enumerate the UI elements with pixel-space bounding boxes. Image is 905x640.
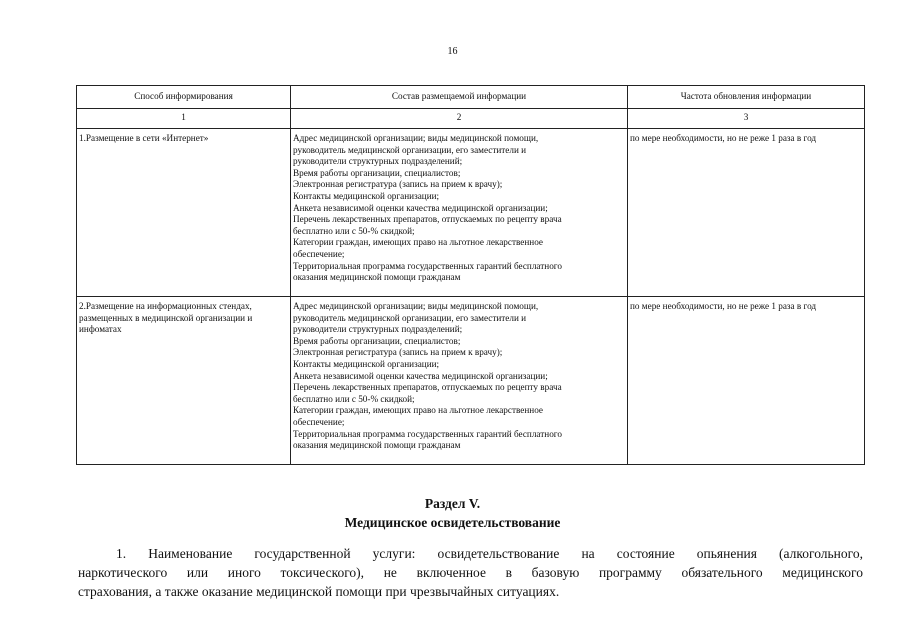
cell-line: руководитель медицинской организации, его заместители и	[293, 144, 527, 155]
column-number: 3	[628, 109, 865, 129]
method-cell	[77, 297, 291, 465]
cell-line: Территориальная программа государственных гарантий бесплатного	[293, 428, 562, 439]
cell-line: инфоматах	[79, 324, 122, 335]
content-cell	[291, 297, 628, 465]
page-number: 16	[447, 46, 458, 57]
cell-line: Категории граждан, имеющих право на льготное лекарственное	[293, 237, 543, 248]
column-number: 1	[77, 109, 291, 129]
cell-line: Категории граждан, имеющих право на льготное лекарственное	[293, 405, 543, 416]
cell-line: Адрес медицинской организации; виды медицинской помощи,	[293, 301, 539, 311]
cell-line: Анкета независимой оценки качества медицинской организации;	[293, 202, 548, 213]
paragraph-line: страхования, а также оказание медицинской помощи при чрезвычайных ситуациях.	[78, 584, 560, 599]
cell-line: руководители структурных подразделений;	[293, 324, 463, 335]
cell-line: обеспечение;	[293, 248, 345, 259]
information-table	[76, 85, 865, 465]
cell-line: Анкета независимой оценки качества медицинской организации;	[293, 370, 548, 381]
section-title: Раздел V.	[424, 496, 481, 511]
cell-line: Время работы организации, специалистов;	[293, 335, 461, 346]
frequency-cell: по мере необходимости, но не реже 1 раза в год	[628, 129, 865, 297]
column-header-frequency: Частота обновления информации	[628, 86, 865, 109]
column-number: 2	[291, 109, 628, 129]
cell-line: Контакты медицинской организации;	[293, 190, 440, 201]
section-heading	[0, 494, 905, 532]
table-header-row	[77, 86, 865, 109]
method-cell	[77, 129, 291, 297]
content-cell	[291, 129, 628, 297]
cell-line: руководители структурных подразделений;	[293, 156, 463, 167]
cell-line: бесплатно или с 50-% скидкой;	[293, 225, 415, 236]
cell-line: Перечень лекарственных препаратов, отпускаемых по рецепту врача	[293, 382, 562, 393]
service-paragraph	[78, 544, 863, 601]
cell-line: Территориальная программа государственных гарантий бесплатного	[293, 260, 562, 271]
cell-line: бесплатно или с 50-% скидкой;	[293, 393, 415, 404]
cell-line: Электронная регистратура (запись на прием к врачу);	[293, 179, 503, 190]
frequency-cell: по мере необходимости, но не реже 1 раза в год	[628, 297, 865, 465]
section-subtitle: Медицинское освидетельствование	[344, 515, 561, 530]
cell-line: 2.Размещение на информационных стендах,	[79, 301, 252, 311]
column-header-method: Способ информирования	[77, 86, 291, 109]
cell-line: размещенных в медицинской организации и	[79, 312, 253, 323]
cell-line: оказания медицинской помощи гражданам	[293, 440, 461, 451]
cell-line: оказания медицинской помощи гражданам	[293, 272, 461, 283]
table-row	[77, 129, 865, 297]
cell-line: Контакты медицинской организации;	[293, 358, 440, 369]
cell-line: Адрес медицинской организации; виды медицинской помощи,	[293, 133, 539, 143]
cell-line: Время работы организации, специалистов;	[293, 167, 461, 178]
cell-line: 1.Размещение в сети «Интернет»	[79, 133, 209, 143]
cell-line: Перечень лекарственных препаратов, отпускаемых по рецепту врача	[293, 214, 562, 225]
cell-line: обеспечение;	[293, 416, 345, 427]
column-number-row	[77, 109, 865, 129]
paragraph-line: 1. Наименование государственной услуги: освидетельствование на состояние опьянения (алкогольного,	[116, 546, 863, 561]
cell-line: Электронная регистратура (запись на прием к врачу);	[293, 347, 503, 358]
table-row	[77, 297, 865, 465]
cell-line: руководитель медицинской организации, его заместители и	[293, 312, 527, 323]
column-header-content: Состав размещаемой информации	[291, 86, 628, 109]
paragraph-line: наркотического или иного токсического), не включенное в базовую программу обязательного медицинского	[78, 565, 863, 580]
